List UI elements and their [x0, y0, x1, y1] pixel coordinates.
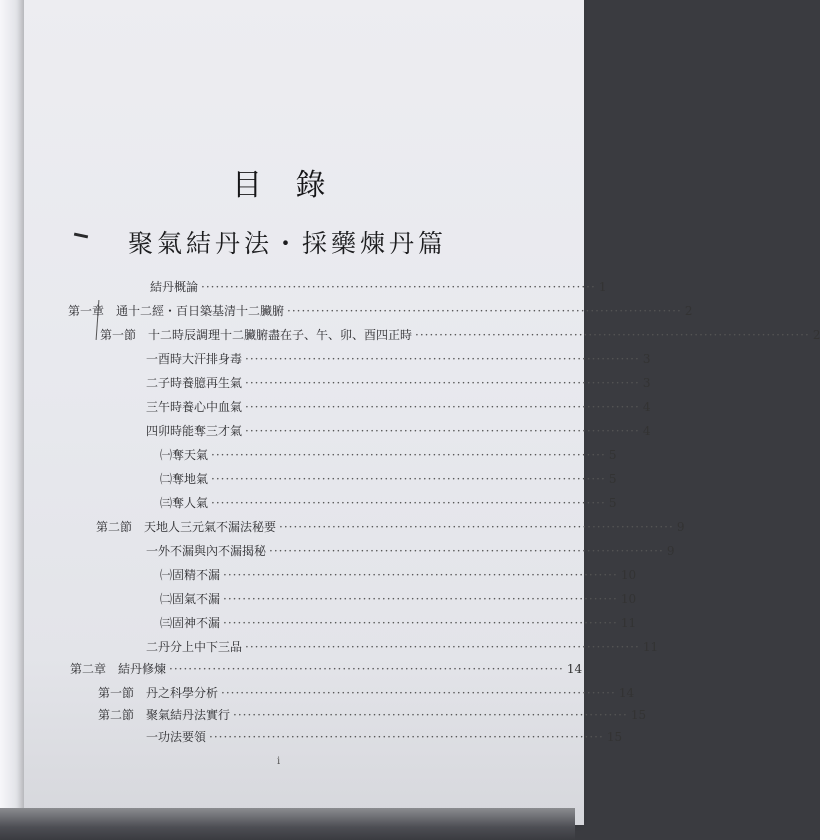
toc-entry: [68, 302, 693, 319]
page-title: 目 錄: [232, 168, 338, 203]
toc-page: 3: [642, 376, 651, 390]
toc-page: 11: [642, 640, 659, 654]
leader-dots: ··················································································: [269, 544, 664, 558]
leader-dots: ··················································································: [223, 616, 618, 630]
toc-label: 二丹分上中下三品: [146, 640, 243, 654]
leader-dots: ··················································································: [211, 496, 606, 510]
toc-entry: [146, 728, 623, 745]
toc-label: 二子時養臆再生氣: [146, 376, 243, 390]
toc-page: 3: [642, 352, 651, 366]
toc-label: 第二節 聚氣結丹法實行: [98, 708, 231, 722]
toc-label: 第二節 天地人三元氣不漏法秘要: [96, 520, 277, 534]
toc-entry: [146, 398, 651, 415]
toc-entry: [96, 518, 685, 535]
toc-label: 一外不漏與內不漏揭秘: [146, 544, 267, 558]
toc-entry: [98, 706, 647, 723]
toc-entry: [146, 542, 675, 559]
leader-dots: ··················································································: [245, 400, 640, 414]
leader-dots: ··················································································: [223, 568, 618, 582]
leader-dots: ··················································································: [209, 730, 604, 744]
toc-label: ㈡奪地氣: [160, 472, 209, 486]
toc-page: 10: [620, 568, 637, 582]
toc-page: 2: [684, 304, 693, 318]
toc-page: 11: [620, 616, 637, 630]
leader-dots: ··················································································: [211, 448, 606, 462]
leader-dots: ··················································································: [245, 640, 640, 654]
toc-label: 第一節 十二時辰調理十二臟腑盡在子、午、卯、酉四正時: [100, 328, 413, 342]
toc-page: 15: [606, 730, 623, 744]
toc-label: 一酉時大汗排身毒: [146, 352, 243, 366]
toc-label: ㈠奪天氣: [160, 448, 209, 462]
toc-entry: [160, 470, 617, 487]
toc-label: 第一節 丹之科學分析: [98, 686, 219, 700]
toc-page: 5: [608, 448, 617, 462]
toc-label: ㈠固精不漏: [160, 568, 221, 582]
toc-page: 1: [598, 280, 607, 294]
toc-entry: [160, 614, 637, 631]
toc-page: 10: [620, 592, 637, 606]
leader-dots: ··················································································: [245, 376, 640, 390]
toc-label: 三午時養心中血氣: [146, 400, 243, 414]
toc-entry: [160, 446, 617, 463]
toc-label: 第二章 結丹修煉: [70, 662, 167, 676]
toc-label: ㈡固氣不漏: [160, 592, 221, 606]
leader-dots: ··················································································: [233, 708, 628, 722]
toc-page: 4: [642, 400, 651, 414]
toc-entry: [146, 638, 659, 655]
toc-entry: [160, 566, 637, 583]
toc-page: 9: [676, 520, 685, 534]
toc-page: 14: [566, 662, 583, 676]
toc-label: 第一章 通十二經・百日築基清十二臟腑: [68, 304, 285, 318]
leader-dots: ··················································································: [245, 352, 640, 366]
toc-label: 一功法要領: [146, 730, 207, 744]
toc-entry: [146, 350, 651, 367]
leader-dots: ··················································································: [415, 328, 810, 342]
leader-dots: ··················································································: [287, 304, 682, 318]
leader-dots: ··················································································: [211, 472, 606, 486]
toc-entry: [70, 660, 583, 677]
toc-page: 9: [666, 544, 675, 558]
leader-dots: ··················································································: [169, 662, 564, 676]
toc-label: 四卯時能奪三才氣: [146, 424, 243, 438]
surface-below-book: [0, 808, 575, 840]
toc-page: 15: [630, 708, 647, 722]
toc-entry: [98, 684, 635, 701]
toc-label: 結丹概論: [150, 280, 199, 294]
toc-entry: [160, 590, 637, 607]
toc-entry: [150, 278, 607, 295]
page-number: i: [277, 756, 281, 767]
toc-page: 4: [642, 424, 651, 438]
toc-entry: [100, 326, 820, 343]
leader-dots: ··················································································: [221, 686, 616, 700]
leader-dots: ··················································································: [223, 592, 618, 606]
toc-entry: [160, 494, 617, 511]
toc-page: 2: [812, 328, 820, 342]
toc-page: 5: [608, 496, 617, 510]
leader-dots: ··················································································: [201, 280, 596, 294]
toc-page: 5: [608, 472, 617, 486]
leader-dots: ··················································································: [245, 424, 640, 438]
leader-dots: ··················································································: [279, 520, 674, 534]
toc-entry: [146, 374, 651, 391]
toc-page: 14: [618, 686, 635, 700]
page-subtitle: 聚氣結丹法・採藥煉丹篇: [128, 229, 448, 258]
toc-label: ㈢固神不漏: [160, 616, 221, 630]
toc-label: ㈢奪人氣: [160, 496, 209, 510]
toc-entry: [146, 422, 651, 439]
